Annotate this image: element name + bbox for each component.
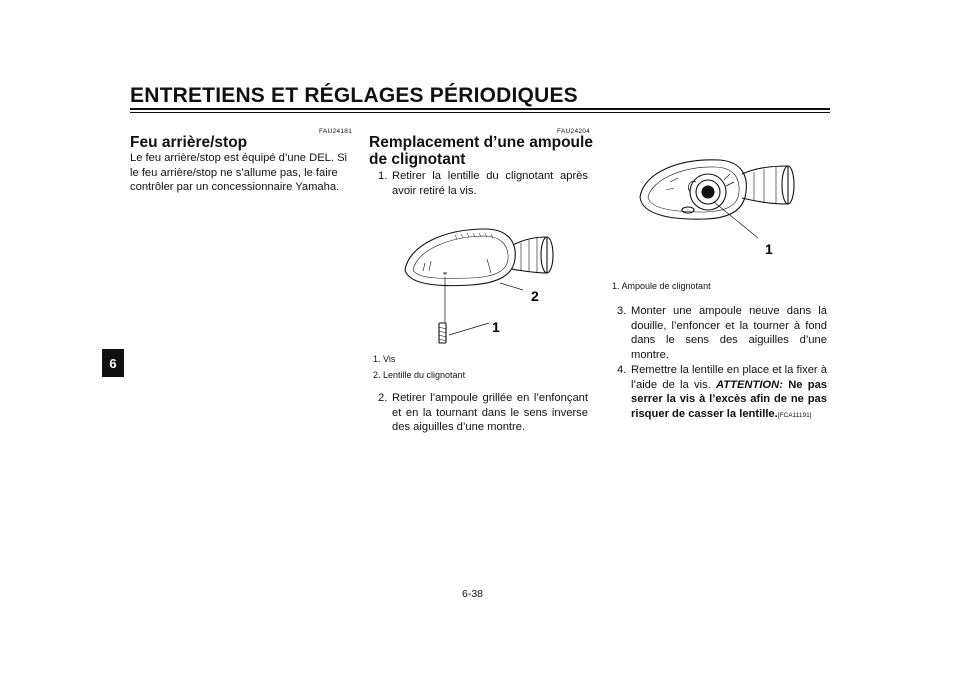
left-heading: Feu arrière/stop (130, 134, 248, 151)
caution-reference-code: [FCA11191] (777, 411, 812, 419)
left-section-code: FAU24181 (319, 128, 353, 135)
step-1-text: Retirer la lentille du clignotant après avoir retiré la vis. (392, 170, 588, 197)
middle-heading-line1: Remplacement d’une ampoule (369, 134, 593, 151)
header-rule-thin (130, 112, 830, 113)
turn-signal-lens-figure (395, 215, 570, 350)
figure1-label-1: 1 (492, 319, 500, 335)
step-2 (378, 391, 588, 435)
step-1-number: 1. (378, 170, 388, 182)
step-4-number: 4. (617, 364, 627, 376)
step-4 (617, 363, 827, 423)
step-2-number: 2. (378, 392, 388, 404)
chapter-tab: 6 (102, 349, 124, 377)
attention-warning: Ne pas serrer la vis à l’excès afin de ne pas risquer de casser la lentille. (631, 378, 828, 420)
step-3-text: Monter une ampoule neuve dans la douille, l’enfoncer et la tourner à fond dans le sens des aiguilles d’une montre. (631, 305, 827, 361)
figure1-label-2: 2 (531, 288, 539, 304)
figure2-label-1: 1 (765, 241, 773, 257)
page-header-title: ENTRETIENS ET RÉGLAGES PÉRIODIQUES (130, 84, 578, 107)
step-3 (617, 304, 827, 362)
middle-section-code: FAU24204 (557, 128, 591, 135)
attention-label: ATTENTION: (716, 378, 783, 391)
step-4-text: Remettre la lentille en place et la fixer à l’aide de la vis. (631, 364, 827, 391)
page-number: 6-38 (462, 588, 484, 600)
step-3-number: 3. (617, 305, 627, 317)
turn-signal-bulb-figure (630, 152, 805, 272)
step-2-text: Retirer l’ampoule grillée en l’enfonçant et en la tournant dans le sens inverse des aiguilles d’une montre. (392, 392, 588, 434)
figure2-caption: 1. Ampoule de clignotant (612, 281, 711, 291)
middle-heading-line2: de clignotant (369, 151, 466, 168)
step-4-body (631, 363, 827, 423)
left-paragraph: Le feu arrière/stop est équipé d’une DEL. Si le feu arrière/stop ne s’allume pas, le faire contrôler par un concessionnaire Yamaha. (130, 152, 348, 194)
figure1-caption-1: 1. Vis (373, 354, 396, 364)
header-rule-thick (130, 108, 830, 110)
figure1-caption-2: 2. Lentille du clignotant (373, 370, 466, 380)
step-1 (378, 169, 588, 198)
